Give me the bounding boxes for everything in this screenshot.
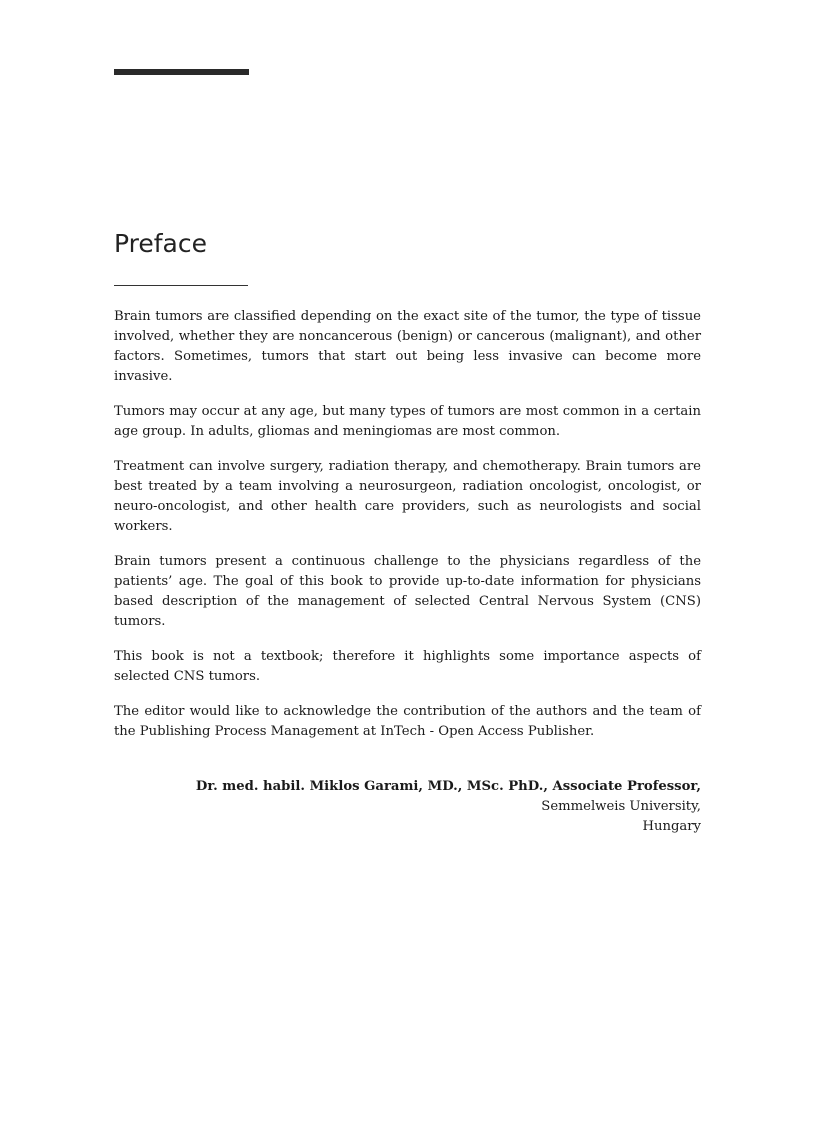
paragraph: Brain tumors are classified depending on the exact site of the tumor, the type of tissue involved, whether they are noncancerous (benign) or cancerous (malignant), and other factors. Sometimes, tumors that start out being less invasive can become more invasive. bbox=[114, 309, 701, 384]
paragraph: Brain tumors present a continuous challenge to the physicians regardless of the patients’ age. The goal of this book to provide up-to-date information for physicians based description of the management of selected Central Nervous System (CNS) tumors. bbox=[114, 554, 701, 629]
top-decorative-rule bbox=[114, 69, 249, 75]
signature-block bbox=[114, 777, 701, 837]
title-underline bbox=[114, 285, 248, 286]
paragraph: Tumors may occur at any age, but many types of tumors are most common in a certain age group. In adults, gliomas and meningiomas are most common. bbox=[114, 404, 701, 439]
paragraph: The editor would like to acknowledge the contribution of the authors and the team of the Publishing Process Management at InTech - Open Access Publisher. bbox=[114, 704, 701, 739]
signature-name: Dr. med. habil. Miklos Garami, MD., MSc. PhD., Associate Professor, bbox=[195, 779, 701, 794]
signature-country: Hungary bbox=[642, 819, 701, 834]
page-title: Preface bbox=[114, 229, 207, 258]
paragraph: This book is not a textbook; therefore it highlights some importance aspects of selected CNS tumors. bbox=[114, 649, 701, 684]
signature-institution: Semmelweis University, bbox=[541, 799, 701, 814]
preface-body bbox=[114, 307, 701, 757]
paragraph: Treatment can involve surgery, radiation therapy, and chemotherapy. Brain tumors are best treated by a team involving a neurosurgeon, radiation oncologist, oncologist, or neuro-oncologist, and other health care providers, such as neurologists and social workers. bbox=[114, 459, 701, 534]
